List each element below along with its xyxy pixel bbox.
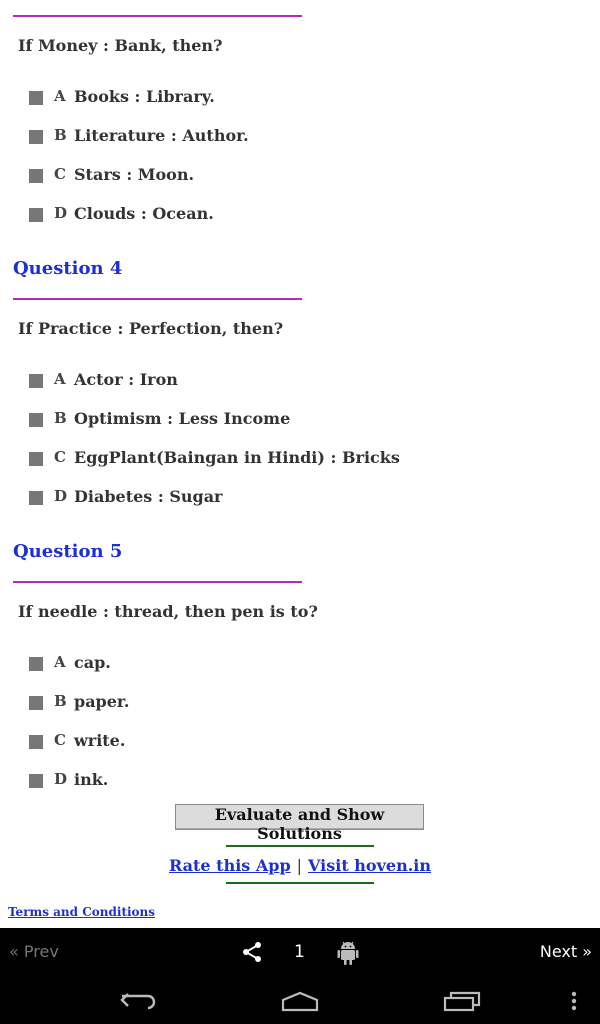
bottom-nav-bar <box>0 928 600 976</box>
checkbox[interactable] <box>29 735 43 749</box>
option-letter: D <box>54 204 68 222</box>
option-letter: B <box>54 409 67 427</box>
checkbox[interactable] <box>29 91 43 105</box>
recent-apps-icon[interactable] <box>442 990 482 1012</box>
question-text: If needle : thread, then pen is to? <box>18 602 318 621</box>
question-text: If Money : Bank, then? <box>18 36 223 55</box>
option-a[interactable] <box>29 85 215 107</box>
terms-link[interactable]: Terms and Conditions <box>8 905 156 919</box>
option-b[interactable] <box>29 407 290 429</box>
checkbox[interactable] <box>29 491 43 505</box>
option-letter: C <box>54 165 66 183</box>
visit-site-link[interactable]: Visit hoven.in <box>308 856 431 875</box>
overflow-menu-icon[interactable] <box>566 990 582 1012</box>
option-text: Books : Library. <box>74 86 215 106</box>
option-b[interactable] <box>29 690 129 712</box>
question-text: If Practice : Perfection, then? <box>18 319 284 338</box>
option-letter: C <box>54 448 66 466</box>
option-text: paper. <box>74 691 130 711</box>
option-b[interactable] <box>29 124 249 146</box>
option-letter: D <box>54 487 68 505</box>
checkbox[interactable] <box>29 696 43 710</box>
prev-button[interactable]: « Prev <box>9 942 59 961</box>
option-d[interactable] <box>29 485 222 507</box>
checkbox[interactable] <box>29 130 43 144</box>
checkbox[interactable] <box>29 413 43 427</box>
option-letter: A <box>54 653 66 671</box>
option-a[interactable] <box>29 651 111 673</box>
link-separator: | <box>296 856 303 875</box>
option-text: Actor : Iron <box>74 369 178 389</box>
option-d[interactable] <box>29 768 108 790</box>
question-divider <box>13 581 302 583</box>
evaluate-button[interactable]: Evaluate and Show Solutions <box>175 804 424 830</box>
home-icon[interactable] <box>280 990 320 1012</box>
option-letter: D <box>54 770 68 788</box>
android-icon[interactable] <box>336 940 360 966</box>
option-letter: C <box>54 731 66 749</box>
rate-app-link[interactable]: Rate this App <box>169 856 291 875</box>
checkbox[interactable] <box>29 374 43 388</box>
checkbox[interactable] <box>29 208 43 222</box>
checkbox[interactable] <box>29 452 43 466</box>
links-top-divider <box>226 845 374 847</box>
footer-links <box>0 856 600 875</box>
option-text: Optimism : Less Income <box>74 408 291 428</box>
checkbox[interactable] <box>29 169 43 183</box>
option-d[interactable] <box>29 202 214 224</box>
back-icon[interactable] <box>118 988 158 1012</box>
system-nav-bar <box>0 976 600 1024</box>
question-title: Question 5 <box>13 541 123 562</box>
option-letter: A <box>54 87 66 105</box>
option-text: ink. <box>74 769 109 789</box>
option-letter: B <box>54 126 67 144</box>
option-text: Stars : Moon. <box>74 164 195 184</box>
question-title: Question 4 <box>13 258 123 279</box>
option-c[interactable] <box>29 446 400 468</box>
question-divider <box>13 298 302 300</box>
page-number: 1 <box>294 942 305 962</box>
option-text: Literature : Author. <box>74 125 249 145</box>
option-text: write. <box>74 730 126 750</box>
option-text: Diabetes : Sugar <box>74 486 223 506</box>
option-c[interactable] <box>29 729 125 751</box>
option-text: cap. <box>74 652 111 672</box>
links-bottom-divider <box>226 882 374 884</box>
next-button[interactable]: Next » <box>539 942 592 961</box>
checkbox[interactable] <box>29 774 43 788</box>
share-icon[interactable] <box>240 940 264 964</box>
option-letter: B <box>54 692 67 710</box>
option-text: Clouds : Ocean. <box>74 203 214 223</box>
question-divider <box>13 15 302 17</box>
option-text: EggPlant(Baingan in Hindi) : Bricks <box>74 447 400 467</box>
option-letter: A <box>54 370 66 388</box>
option-a[interactable] <box>29 368 178 390</box>
checkbox[interactable] <box>29 657 43 671</box>
option-c[interactable] <box>29 163 194 185</box>
